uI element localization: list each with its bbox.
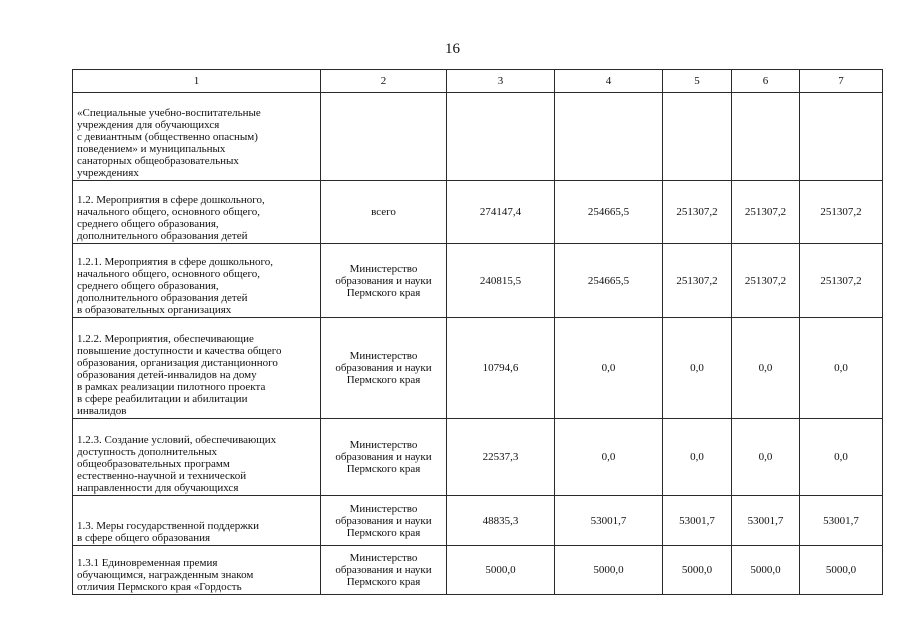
value-cell: 48835,3 [447,496,555,546]
table-header-row [73,70,883,93]
executor-cell: Министерство образования и науки Пермского края [321,244,447,318]
value-cell: 10794,6 [447,318,555,419]
value-cell: 5000,0 [663,546,732,595]
value-cell: 5000,0 [800,546,883,595]
measure-name-cell: 1.2.3. Создание условий, обеспечивающих доступность дополнительных общеобразовательных программ естественно-научной и технической направленности для обучающихся [73,419,321,496]
table-row [73,496,883,546]
value-cell: 53001,7 [663,496,732,546]
value-cell [447,93,555,181]
value-cell: 251307,2 [663,244,732,318]
table-row [73,419,883,496]
value-cell: 240815,5 [447,244,555,318]
value-cell [663,93,732,181]
executor-cell: Министерство образования и науки Пермского края [321,318,447,419]
column-header: 4 [555,70,663,93]
measure-name-cell: 1.3.1 Единовременная премия обучающимся, награжденным знаком отличия Пермского края «Гордость [73,546,321,595]
column-header: 2 [321,70,447,93]
table-row [73,181,883,244]
column-header: 5 [663,70,732,93]
measure-name-cell: «Специальные учебно-воспитательные учреждения для обучающихся с девиантным (общественно опасным) поведением» и муниципальных санаторных общеобразовательных учреждениях [73,93,321,181]
executor-cell [321,93,447,181]
value-cell: 0,0 [555,318,663,419]
column-header: 1 [73,70,321,93]
value-cell: 53001,7 [732,496,800,546]
value-cell: 0,0 [555,419,663,496]
value-cell: 254665,5 [555,181,663,244]
value-cell: 0,0 [663,419,732,496]
value-cell: 5000,0 [732,546,800,595]
measure-name-cell: 1.2. Мероприятия в сфере дошкольного, начального общего, основного общего, среднего общего образования, дополнительного образования детей [73,181,321,244]
value-cell [555,93,663,181]
measure-name-cell: 1.3. Меры государственной поддержки в сфере общего образования [73,496,321,546]
value-cell: 0,0 [800,419,883,496]
value-cell: 251307,2 [800,244,883,318]
value-cell [732,93,800,181]
table-row [73,93,883,181]
value-cell: 0,0 [732,419,800,496]
value-cell: 0,0 [732,318,800,419]
budget-table [72,69,883,595]
column-header: 3 [447,70,555,93]
column-header: 6 [732,70,800,93]
page-number: 16 [445,41,460,57]
table-row [73,546,883,595]
value-cell: 53001,7 [800,496,883,546]
column-header: 7 [800,70,883,93]
executor-cell: Министерство образования и науки Пермского края [321,419,447,496]
measure-name-cell: 1.2.1. Мероприятия в сфере дошкольного, начального общего, основного общего, среднего общего образования, дополнительного образования детей в образовательных организациях [73,244,321,318]
measure-name-cell: 1.2.2. Мероприятия, обеспечивающие повышение доступности и качества общего образования, организация дистанционного образования детей-инвалидов на дому в рамках реализации пилотного проекта в сфере реабилитации и абилитации инвалидов [73,318,321,419]
value-cell: 53001,7 [555,496,663,546]
value-cell: 0,0 [663,318,732,419]
value-cell: 22537,3 [447,419,555,496]
value-cell [800,93,883,181]
value-cell: 274147,4 [447,181,555,244]
value-cell: 251307,2 [732,181,800,244]
value-cell: 5000,0 [447,546,555,595]
value-cell: 251307,2 [800,181,883,244]
value-cell: 251307,2 [732,244,800,318]
value-cell: 251307,2 [663,181,732,244]
table-row [73,318,883,419]
value-cell: 254665,5 [555,244,663,318]
executor-cell: Министерство образования и науки Пермского края [321,496,447,546]
value-cell: 5000,0 [555,546,663,595]
value-cell: 0,0 [800,318,883,419]
executor-cell: Министерство образования и науки Пермского края [321,546,447,595]
executor-cell: всего [321,181,447,244]
table-row [73,244,883,318]
